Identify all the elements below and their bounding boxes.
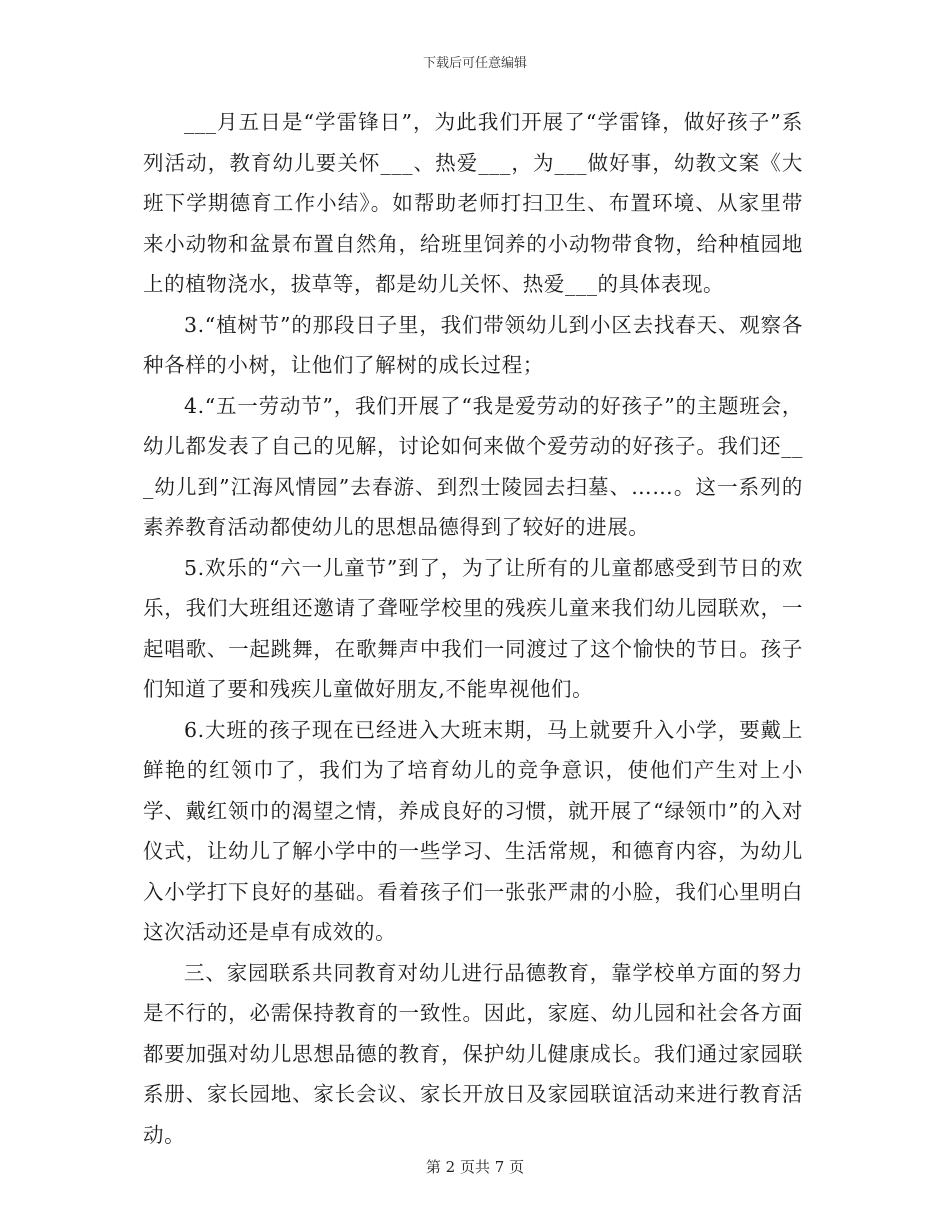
paragraph-arbor-day: 3.“植树节”的那段日子里，我们带领幼儿到小区去找春天、观察各种各样的小树，让他们了解树的成长过程； [143, 312, 803, 377]
paragraph-labor-day: 4.“五一劳动节”，我们开展了“我是爱劳动的好孩子”的主题班会，幼儿都发表了自己的见解，讨论如何来做个爱劳动的好孩子。我们还___幼儿到”江海风情园”去春游、到烈士陵园去扫墓、……。这一系列的素养教育活动都使幼儿的思想品德得到了较好的进展。 [143, 393, 803, 539]
paragraph-home-school: 三、家园联系共同教育对幼儿进行品德教育，靠学校单方面的努力是不行的，必需保持教育的一致性。因此，家庭、幼儿园和社会各方面都要加强对幼儿思想品德的教育，保护幼儿健康成长。我们通过家园联系册、家长园地、家长会议、家长开放日及家园联谊活动来进行教育活动。 [143, 960, 803, 1147]
paragraph-lei-feng-day: ___月五日是“学雷锋日”，为此我们开展了“学雷锋，做好孩子”系列活动，教育幼儿要关怀___、热爱___，为___做好事，幼教文案《大班下学期德育工作小结》。如帮助老师打扫卫生、布置环境、从家里带来小动物和盆景布置自然角，给班里饲养的小动物带食物，给种植园地上的植物浇水，拔草等，都是幼儿关怀、热爱___的具体表现。 [143, 110, 803, 296]
page-number: 第 2 页共 7 页 [425, 1158, 525, 1176]
document-body [143, 102, 803, 1155]
page-header-note: 下载后可任意编辑 [422, 56, 527, 71]
paragraph-graduation: 6.大班的孩子现在已经进入大班末期，马上就要升入小学，要戴上鲜艳的红领巾了，我们为了培育幼儿的竞争意识，使他们产生对上小学、戴红领巾的渴望之情，养成良好的习惯，就开展了“绿领巾”的入对仪式，让幼儿了解小学中的一些学习、生活常规，和德育内容，为幼儿入小学打下良好的基础。看着孩子们一张张严肃的小脸，我们心里明白这次活动还是卓有成效的。 [143, 717, 803, 944]
paragraph-childrens-day: 5.欢乐的“六一儿童节”到了，为了让所有的儿童都感受到节日的欢乐，我们大班组还邀请了聋哑学校里的残疾儿童来我们幼儿园联欢，一起唱歌、一起跳舞，在歌舞声中我们一同渡过了这个愉快的节日。孩子们知道了要和残疾儿童做好朋友,不能卑视他们。 [143, 555, 803, 701]
